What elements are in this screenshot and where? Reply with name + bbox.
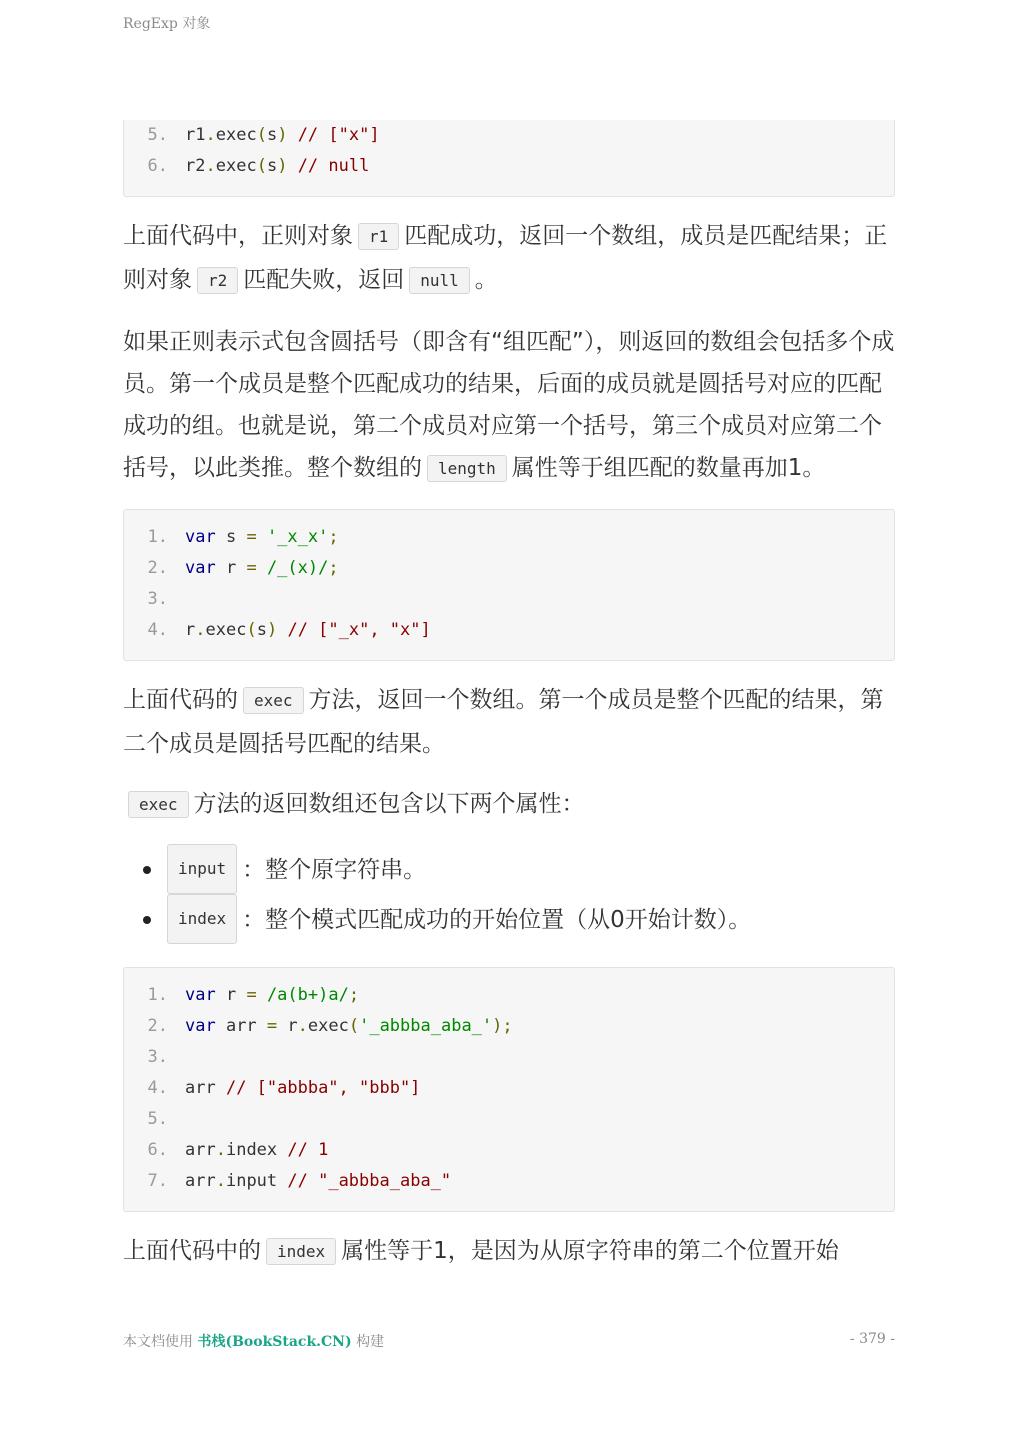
- code-text: arr // ["abbba", "bbb"]: [185, 1078, 421, 1098]
- document-content: [123, 120, 895, 1292]
- bullet-icon: [143, 866, 151, 874]
- code-line: [124, 120, 894, 151]
- code-text: var r = /a(b+)a/;: [185, 985, 360, 1005]
- paragraph: [123, 321, 895, 491]
- code-line: [124, 1073, 894, 1104]
- code-line: [124, 615, 894, 646]
- bullet-list: [123, 845, 895, 945]
- line-number: 4.: [147, 1078, 168, 1098]
- paragraph: [123, 215, 895, 303]
- code-line: [124, 522, 894, 553]
- code-text: r.exec(s) // ["_x", "x"]: [185, 620, 431, 640]
- running-header: RegExp 对象: [123, 16, 211, 32]
- inline-code: length: [427, 455, 507, 482]
- bullet-icon: [143, 916, 151, 924]
- line-number: 5.: [147, 125, 168, 145]
- inline-code: r1: [358, 223, 399, 250]
- inline-code: exec: [243, 687, 304, 714]
- line-number: 6.: [147, 156, 168, 176]
- inline-code: index: [167, 894, 237, 944]
- code-block: [123, 967, 895, 1212]
- bookstack-link[interactable]: 书栈(BookStack.CN): [197, 1334, 352, 1350]
- paragraph: [123, 679, 895, 765]
- code-text: arr.index // 1: [185, 1140, 329, 1160]
- code-line: [124, 980, 894, 1011]
- line-number: 1.: [147, 985, 168, 1005]
- code-text: arr.input // "_abbba_aba_": [185, 1171, 452, 1191]
- code-line: [124, 1135, 894, 1166]
- footer-credit: [123, 1331, 384, 1351]
- line-number: 2.: [147, 558, 168, 578]
- paragraph-text: 上面代码的: [123, 687, 238, 713]
- code-line: [124, 553, 894, 584]
- paragraph-text: 方法的返回数组还包含以下两个属性：: [193, 791, 585, 817]
- line-number: 1.: [147, 527, 168, 547]
- list-item-text: ：整个模式匹配成功的开始位置（从0开始计数）。: [242, 907, 752, 933]
- code-block: [123, 120, 895, 197]
- code-line: [124, 1166, 894, 1197]
- code-text: var r = /_(x)/;: [185, 558, 339, 578]
- list-item-text: ：整个原字符串。: [242, 857, 427, 883]
- list-item: [143, 895, 895, 945]
- paragraph: [123, 1230, 895, 1274]
- paragraph-text: 上面代码中，正则对象: [123, 223, 353, 249]
- code-text: var arr = r.exec('_abbba_aba_');: [185, 1016, 513, 1036]
- code-text: r2.exec(s) // null: [185, 156, 370, 176]
- code-line: [124, 151, 894, 182]
- inline-code: input: [167, 844, 237, 894]
- inline-code: r2: [197, 267, 238, 294]
- paragraph-text: 如果正则表示式包含圆括号（即含有“组匹配”），则返回的数组会包括多个成员。第一个成员是整个匹配成功的结果，后面的成员就是圆括号对应的匹配成功的组。也就是说，第二个成员对应第一个括号，第三个成员对应第二个括号，以此类推。整个数组的: [123, 329, 895, 481]
- code-line: [124, 1104, 894, 1135]
- paragraph: [123, 783, 895, 827]
- code-line: [124, 1011, 894, 1042]
- code-line: [124, 1042, 894, 1073]
- code-block: [123, 509, 895, 661]
- paragraph-text: 匹配成功，返回一个数组，成员是匹配结果；正则对象: [123, 223, 888, 293]
- code-line: [124, 584, 894, 615]
- inline-code: index: [266, 1238, 336, 1265]
- line-number: 3.: [147, 589, 168, 609]
- footer-suffix: 构建: [356, 1334, 385, 1350]
- page-footer: [123, 1331, 895, 1351]
- line-number: 6.: [147, 1140, 168, 1160]
- line-number: 3.: [147, 1047, 168, 1067]
- paragraph-text: 上面代码中的: [123, 1238, 261, 1264]
- paragraph-text: 属性等于1，是因为从原字符串的第二个位置开始: [341, 1238, 839, 1264]
- code-text: r1.exec(s) // ["x"]: [185, 125, 380, 145]
- line-number: 2.: [147, 1016, 168, 1036]
- line-number: 7.: [147, 1171, 168, 1191]
- page-number: - 379 -: [849, 1331, 895, 1347]
- footer-prefix: 本文档使用: [123, 1334, 193, 1350]
- paragraph-text: 属性等于组匹配的数量再加1。: [511, 455, 826, 481]
- list-item: [143, 845, 895, 895]
- paragraph-text: 。: [474, 267, 498, 293]
- code-text: var s = '_x_x';: [185, 527, 339, 547]
- line-number: 4.: [147, 620, 168, 640]
- line-number: 5.: [147, 1109, 168, 1129]
- paragraph-text: 方法，返回一个数组。第一个成员是整个匹配的结果，第二个成员是圆括号匹配的结果。: [123, 687, 884, 757]
- inline-code: exec: [128, 791, 189, 818]
- paragraph-text: 匹配失败，返回: [243, 267, 405, 293]
- inline-code: null: [409, 267, 470, 294]
